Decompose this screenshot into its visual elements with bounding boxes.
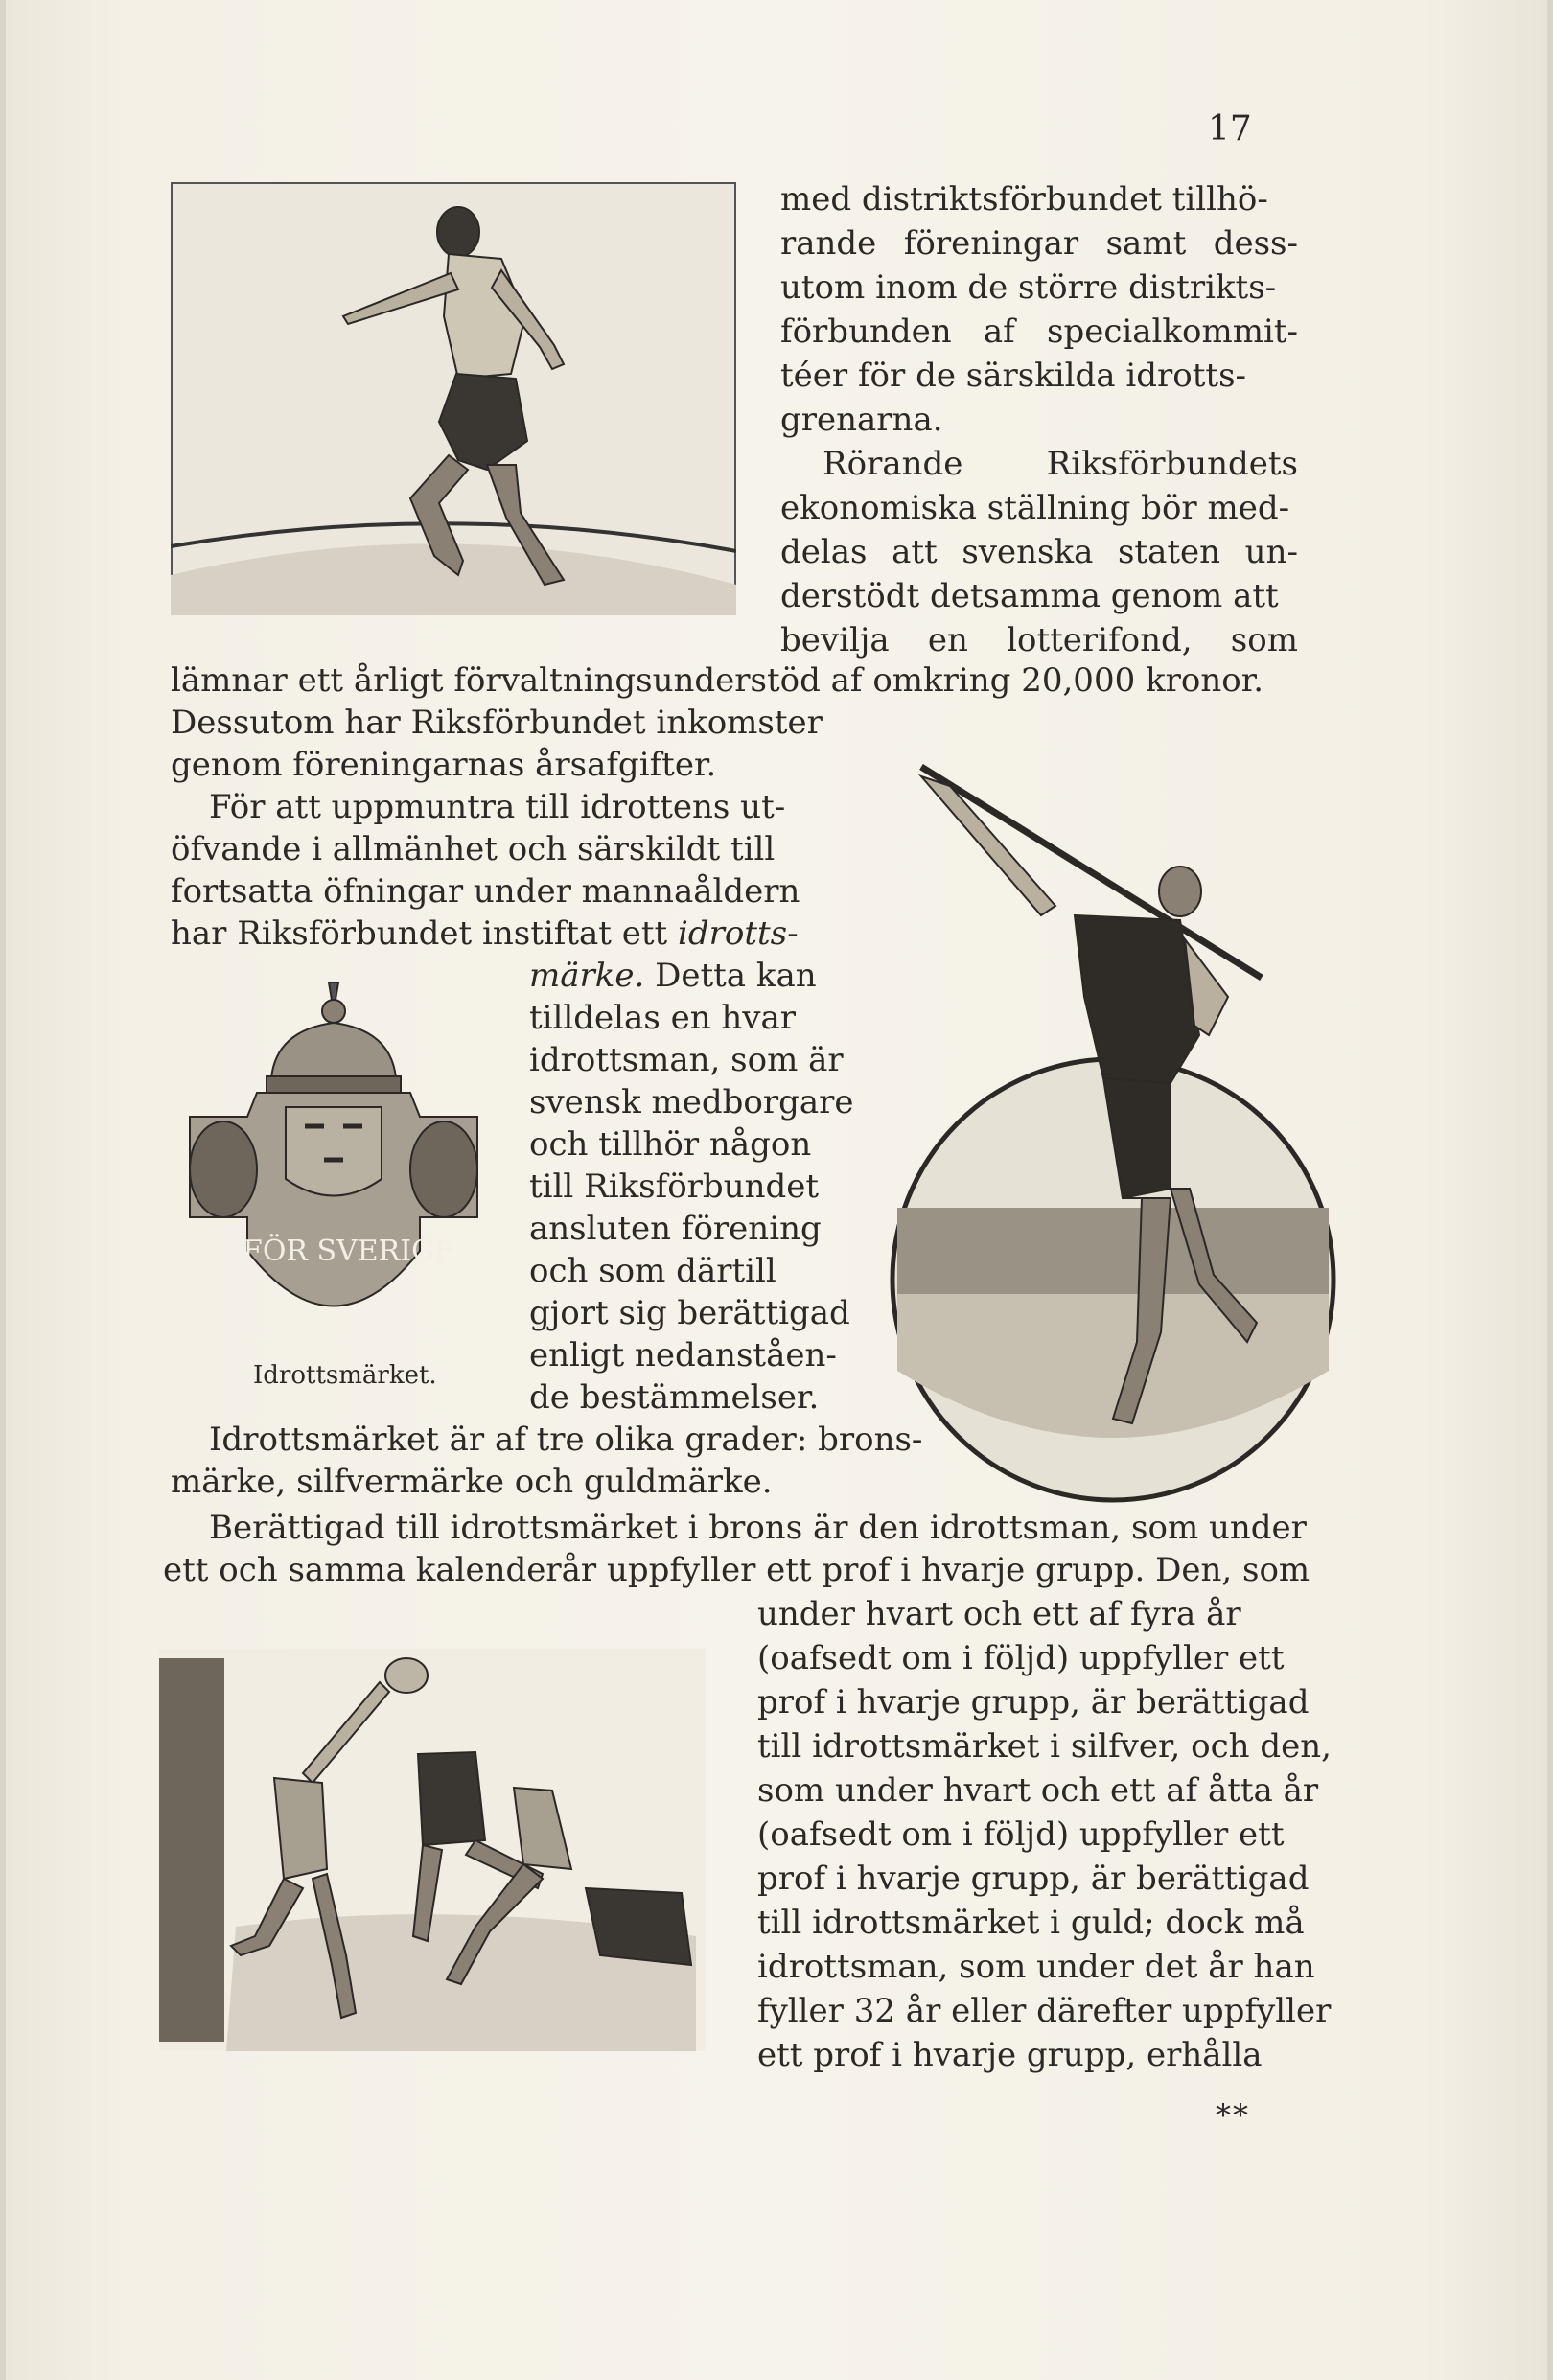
text-l37: till idrottsmärket i silfver, och den, [757, 1727, 1332, 1766]
text-line-3 [780, 268, 1298, 307]
text-line-30: Idrottsmärket är af tre olika grader: brons- [209, 1421, 923, 1459]
text-line-33 [163, 1551, 1310, 1589]
text-line-1 [780, 180, 1298, 219]
text-line-8 [780, 489, 1298, 527]
text-l3: utom inom de större distrikts- [780, 268, 1277, 307]
text-line-31: märke, silfvermärke och guldmärke. [171, 1463, 773, 1501]
text-line-36 [757, 1683, 1310, 1721]
text-l11c: lotterifond, [1007, 621, 1193, 659]
book-page [6, 0, 1547, 2380]
text-l36: prof i hvarje grupp, är berättigad [757, 1683, 1310, 1721]
text-l2c: samt [1105, 224, 1187, 263]
text-line-41 [757, 1904, 1305, 1942]
text-l32: Berättigad till idrottsmärket i brons är den idrottsman, som under [209, 1509, 1307, 1547]
text-l5: téer för de särskilda idrotts- [780, 357, 1247, 395]
text-line-40 [757, 1860, 1310, 1898]
text-l9b: att [892, 533, 938, 571]
page-number: 17 [1208, 109, 1252, 149]
text-line-28: enligt nedanståen- [529, 1336, 837, 1375]
text-l11b: en [927, 621, 968, 659]
text-line-14: genom föreningarnas årsafgifter. [171, 746, 717, 784]
text-l9d: staten [1117, 533, 1221, 571]
text-line-22: svensk medborgare [529, 1083, 854, 1121]
text-line-39 [757, 1815, 1298, 1854]
text-line-21: idrottsman, som är [529, 1041, 844, 1079]
text-l10: derstödt detsamma genom att [780, 577, 1279, 615]
text-line-26: och som därtill [529, 1252, 776, 1290]
text-l9e: un- [1244, 533, 1298, 571]
text-l38: som under hvart och ett af åtta år [757, 1771, 1319, 1810]
text-l18b: idrotts- [677, 914, 799, 953]
football-players-illustration [159, 1649, 706, 2051]
text-line-16: öfvande i allmänhet och särskildt till [171, 830, 776, 868]
text-l2a: rande [780, 224, 877, 263]
text-line-44 [757, 2036, 1298, 2074]
badge-caption: Idrottsmärket. [253, 1361, 437, 1390]
idrottsmarket-badge-illustration [171, 973, 506, 1356]
text-l2d: dess- [1213, 224, 1298, 263]
text-line-20: tilldelas en hvar [529, 999, 797, 1037]
text-line-5 [780, 357, 1298, 395]
text-l19a: märke. [529, 957, 645, 995]
text-l11d: som [1230, 621, 1298, 659]
text-l34: under hvart och ett af fyra år [757, 1595, 1241, 1633]
text-line-2 [780, 224, 1298, 263]
text-l42: idrottsman, som under det år han [757, 1948, 1315, 1986]
text-l19b: Detta kan [644, 957, 817, 995]
text-line-37 [757, 1727, 1332, 1766]
text-l8: ekonomiska ställning bör med- [780, 489, 1290, 527]
text-line-13: Dessutom har Riksförbundet inkomster [171, 704, 823, 742]
discus-thrower-illustration [171, 182, 736, 615]
text-line-9 [780, 533, 1298, 571]
text-l7a: Rörande [823, 445, 963, 483]
text-l18a: har Riksförbundet instiftat ett [171, 914, 678, 953]
text-line-15: För att uppmuntra till idrottens ut- [209, 788, 786, 826]
text-line-10 [780, 577, 1298, 615]
text-line-34 [757, 1595, 1298, 1633]
text-l35: (oafsedt om i följd) uppfyller ett [757, 1639, 1285, 1677]
text-line-38 [757, 1771, 1319, 1810]
text-line-12: lämnar ett årligt förvaltningsunderstöd af omkring 20,000 kronor. [171, 661, 1264, 700]
text-line-4 [780, 312, 1298, 351]
text-l33: ett och samma kalenderår uppfyller ett prof i hvarje grupp. Den, som [163, 1551, 1310, 1589]
text-line-25: ansluten förening [529, 1210, 822, 1248]
text-line-29: de bestämmelser. [529, 1378, 820, 1417]
text-line-43 [757, 1992, 1332, 2030]
text-line-23: och tillhör någon [529, 1125, 812, 1164]
text-l39: (oafsedt om i följd) uppfyller ett [757, 1815, 1285, 1854]
text-l4c: specialkommit- [1047, 312, 1298, 351]
text-line-17: fortsatta öfningar under mannaåldern [171, 872, 800, 911]
text-l43: fyller 32 år eller därefter uppfyller [757, 1992, 1332, 2030]
text-l11a: bevilja [780, 621, 890, 659]
text-line-24: till Riksförbundet [529, 1167, 820, 1206]
text-l41: till idrottsmärket i guld; dock må [757, 1904, 1305, 1942]
text-l40: prof i hvarje grupp, är berättigad [757, 1860, 1310, 1898]
text-line-19 [529, 957, 817, 995]
text-line-18 [171, 914, 799, 953]
text-l9c: svenska [962, 533, 1094, 571]
text-line-7 [823, 445, 1298, 483]
text-l44: ett prof i hvarje grupp, erhålla [757, 2036, 1263, 2074]
text-line-11 [780, 621, 1298, 659]
text-line-6: grenarna. [780, 401, 943, 439]
text-l7b: Riksförbundets [1046, 445, 1298, 483]
text-l1: med distriktsförbundet tillhö- [780, 180, 1268, 219]
text-line-35 [757, 1639, 1298, 1677]
text-line-27: gjort sig berättigad [529, 1294, 850, 1332]
javelin-thrower-illustration [883, 748, 1343, 1505]
text-line-42 [757, 1948, 1315, 1986]
text-l4a: förbunden [780, 312, 952, 351]
badge-inscription: FÖR SVERIGE [243, 1235, 455, 1268]
text-l2b: föreningar [903, 224, 1079, 263]
signature-mark: ** [1216, 2097, 1250, 2134]
text-l4b: af [983, 312, 1015, 351]
text-line-32 [209, 1509, 1307, 1547]
text-l9a: delas [780, 533, 868, 571]
